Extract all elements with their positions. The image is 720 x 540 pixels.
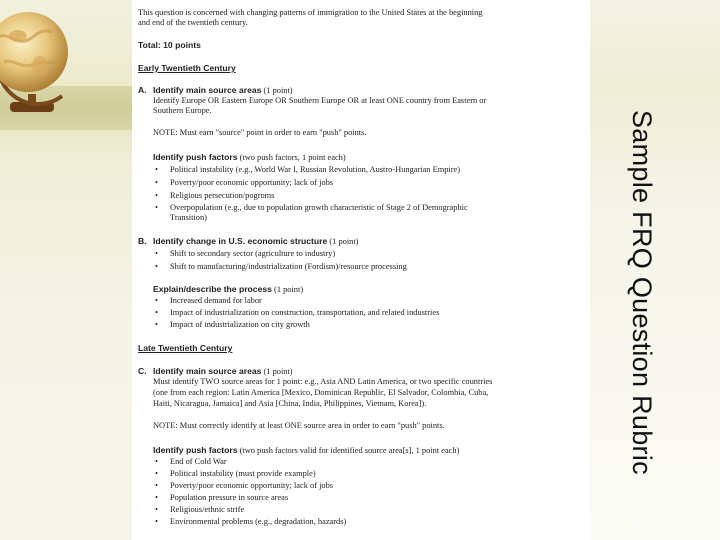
list-item: • Overpopulation (e.g., due to population growth characteristic of Stage 2 of Demographic (170, 203, 468, 213)
section-b-heading (153, 236, 358, 247)
section-b-points: (1 point) (329, 237, 359, 246)
list-item: • Religious persecution/pogroms (170, 191, 274, 201)
rubric-document (132, 0, 590, 540)
list-item: • Shift to manufacturing/industrialization (Fordism)/resource processing (170, 262, 407, 272)
list-item: • End of Cold War (170, 457, 227, 467)
list-item: • Impact of industrialization on city growth (170, 320, 310, 330)
late-century-heading: Late Twentieth Century (138, 343, 233, 353)
list-item: • Environmental problems (e.g., degradation, hazards) (170, 517, 346, 527)
section-c-text-1: Must identify TWO source areas for 1 point: e.g., Asia AND Latin America, or two specific countries (153, 377, 493, 386)
list-item: • Poverty/poor economic opportunity; lack of jobs (170, 481, 333, 491)
list-item: • Impact of industrialization on construction, transportation, and related industries (170, 308, 439, 318)
section-a-title: Identify main source areas (153, 85, 262, 95)
section-b-explain-title: Explain/describe the process (153, 284, 272, 294)
intro-line-1: This question is concerned with changing patterns of immigration to the United States at the beginning (138, 8, 483, 17)
list-item: • Political instability (must provide example) (170, 469, 316, 479)
section-a-heading (153, 85, 293, 96)
list-item: • Shift to secondary sector (agriculture to industry) (170, 249, 335, 259)
section-c-note: NOTE: Must correctly identify at least ONE source area in order to earn "push" points. (153, 421, 445, 430)
section-a-push-title: Identify push factors (153, 152, 238, 162)
globe-icon (0, 0, 80, 118)
intro-line-2: and end of the twentieth century. (138, 18, 248, 27)
section-b-label: B. (138, 236, 147, 246)
list-item: • Religious/ethnic strife (170, 505, 244, 515)
section-b-explain-heading (153, 284, 303, 295)
section-a-points: (1 point) (263, 86, 293, 95)
total-points: Total: 10 points (138, 40, 201, 50)
section-a-push-points: (two push factors, 1 point each) (239, 153, 346, 162)
section-b-explain-points: (1 point) (274, 285, 304, 294)
section-c-label: C. (138, 366, 147, 376)
section-c-heading (153, 366, 293, 377)
section-a-push-heading (153, 152, 346, 163)
list-item: • Political instability (e.g., World War I, Russian Revolution, Austro-Hungarian Empire) (170, 165, 460, 175)
list-item-continued: Transition) (170, 213, 207, 222)
section-a-label: A. (138, 85, 147, 95)
slide-title: Sample FRQ Question Rubric (627, 110, 657, 475)
section-b-title: Identify change in U.S. economic structure (153, 236, 328, 246)
section-c-title: Identify main source areas (153, 366, 262, 376)
section-c-text-2: (one from each region: Latin America [Mexico, Dominican Republic, El Salvador, Colombia, Cuba, (153, 388, 489, 397)
section-c-push-heading (153, 445, 459, 456)
section-c-push-title: Identify push factors (153, 445, 238, 455)
early-century-heading: Early Twentieth Century (138, 63, 236, 73)
list-item: • Population pressure in source areas (170, 493, 288, 503)
section-c-points: (1 point) (263, 367, 293, 376)
section-c-push-points: (two push factors valid for identified source area[s], 1 point each) (239, 446, 460, 455)
section-c-text-3: Haiti, Nicaragua, Jamaica] and Asia [China, India, Philippines, Vietnam, Korea]). (153, 399, 427, 408)
list-item: • Poverty/poor economic opportunity; lack of jobs (170, 178, 333, 188)
list-item: • Increased demand for labor (170, 296, 262, 306)
section-a-text-1: Identify Europe OR Eastern Europe OR Southern Europe OR at least ONE country from Eastern or (153, 96, 487, 105)
section-a-text-2: Southern Europe. (153, 106, 212, 115)
section-a-note: NOTE: Must earn "source" point in order to earn "push" points. (153, 128, 367, 137)
